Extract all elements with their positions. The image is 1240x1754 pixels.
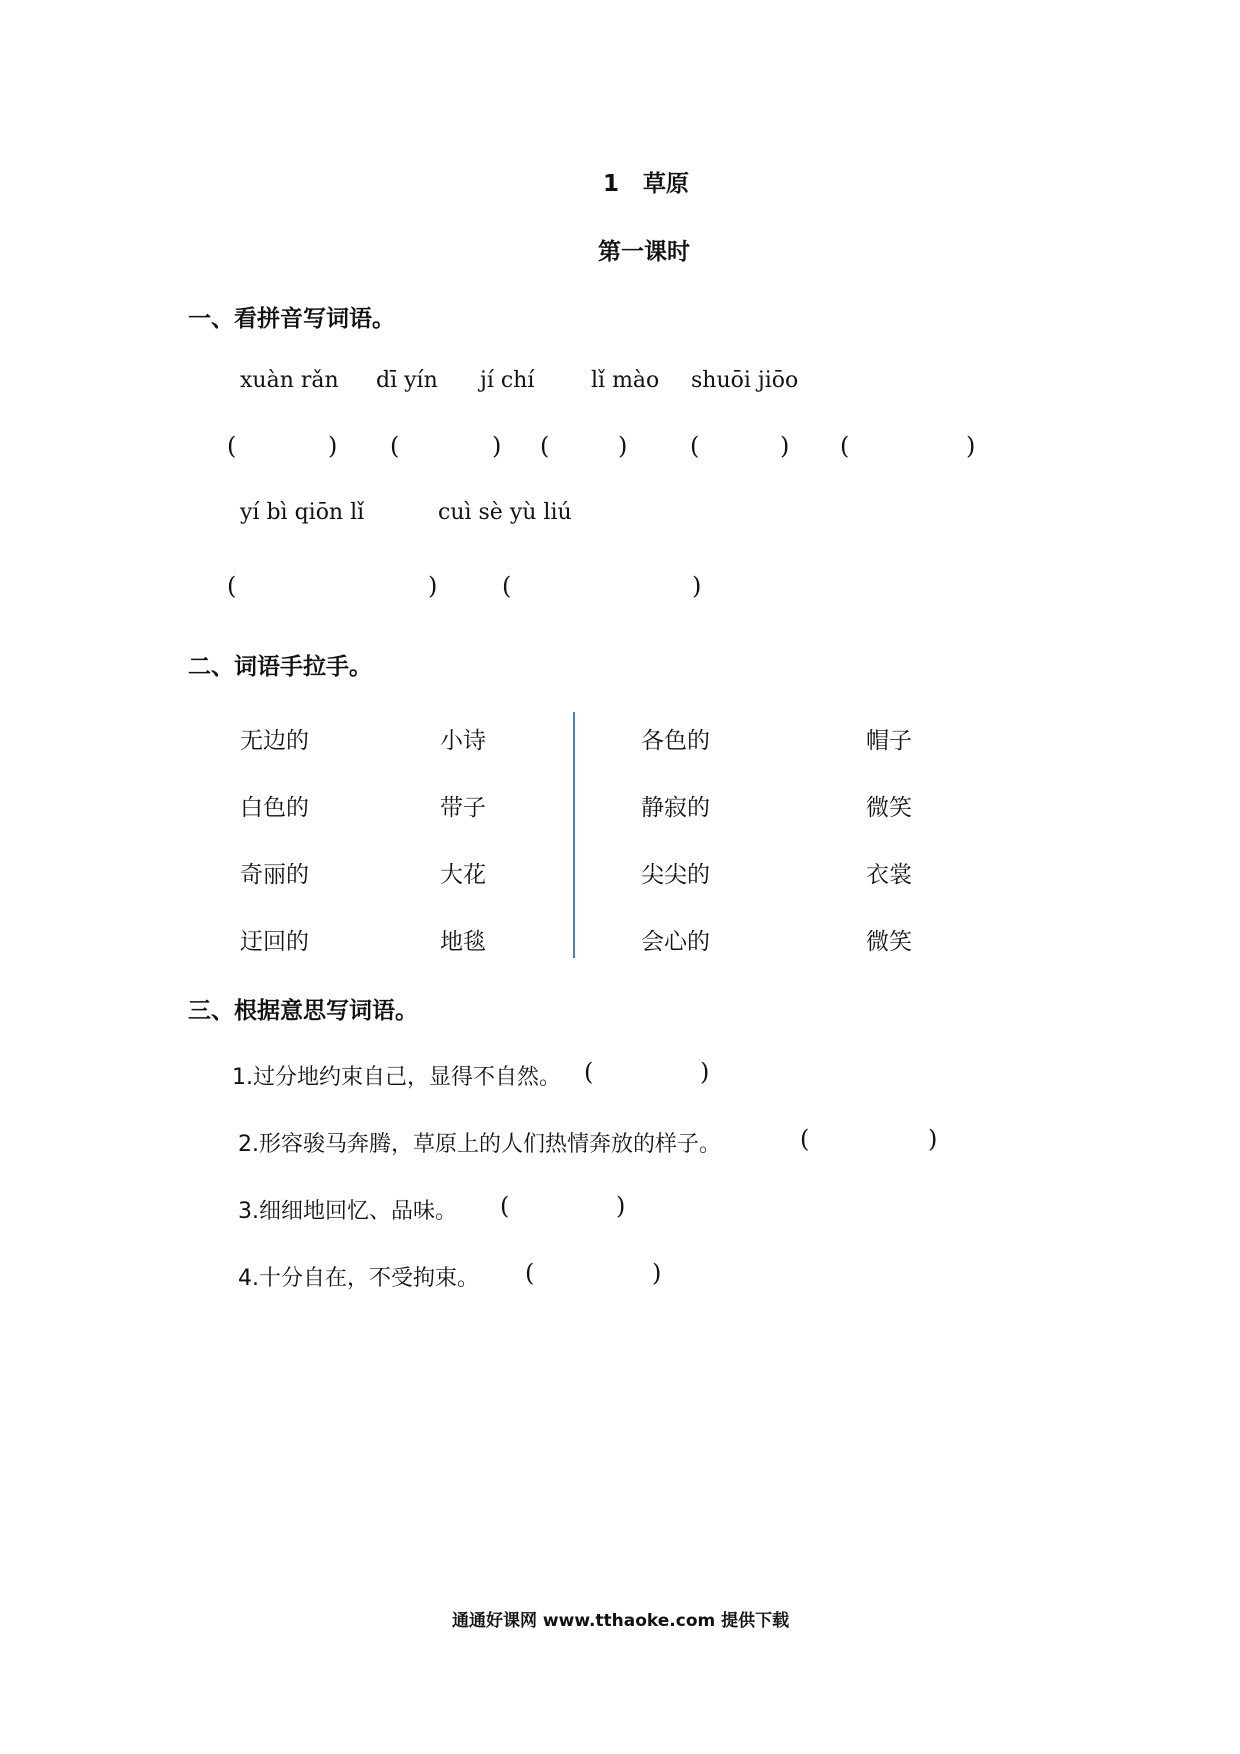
answer-paren-open: ( <box>690 432 700 460</box>
match-word-right-target: 微笑 <box>866 929 912 955</box>
pinyin-item: dī yín <box>376 368 438 393</box>
match-word-left-target: 地毯 <box>440 929 486 955</box>
definition-question: 4.十分自在，不受拘束。 <box>238 1266 479 1291</box>
match-word-left-target: 小诗 <box>440 728 486 754</box>
answer-paren-close: ) <box>618 432 628 460</box>
definition-question: 2.形容骏马奔腾，草原上的人们热情奔放的样子。 <box>238 1132 721 1157</box>
answer-paren-close: ) <box>428 572 438 600</box>
column-divider <box>573 712 575 958</box>
match-word-left: 无边的 <box>240 728 309 754</box>
match-word-left-target: 带子 <box>440 795 486 821</box>
answer-paren-open: ( <box>525 1259 535 1287</box>
match-word-right: 尖尖的 <box>641 862 710 888</box>
section3-heading: 三、根据意思写词语。 <box>188 998 418 1024</box>
answer-paren-open: ( <box>502 572 512 600</box>
answer-paren-open: ( <box>390 432 400 460</box>
answer-paren-close: ) <box>966 432 976 460</box>
answer-paren-close: ) <box>492 432 502 460</box>
match-word-left: 迂回的 <box>240 929 309 955</box>
pinyin-item: yí bì qiōn lǐ <box>240 500 365 525</box>
answer-paren-close: ) <box>700 1058 710 1086</box>
lesson-title: 1 草原 <box>603 171 690 197</box>
match-word-right: 各色的 <box>641 728 710 754</box>
match-word-right-target: 微笑 <box>866 795 912 821</box>
pinyin-item: cuì sè yù liú <box>438 500 572 525</box>
answer-paren-close: ) <box>780 432 790 460</box>
match-word-right: 静寂的 <box>641 795 710 821</box>
answer-paren-open: ( <box>840 432 850 460</box>
answer-paren-close: ) <box>692 572 702 600</box>
pinyin-item: xuàn rǎn <box>240 368 339 393</box>
answer-paren-open: ( <box>800 1125 810 1153</box>
match-word-right: 会心的 <box>641 929 710 955</box>
answer-paren-close: ) <box>328 432 338 460</box>
pinyin-item: lǐ mào <box>591 368 660 393</box>
answer-paren-open: ( <box>227 572 237 600</box>
definition-question: 1.过分地约束自己，显得不自然。 <box>232 1065 561 1090</box>
section1-heading: 一、看拼音写词语。 <box>188 306 395 332</box>
match-word-right-target: 衣裳 <box>866 862 912 888</box>
answer-paren-open: ( <box>540 432 550 460</box>
match-word-right-target: 帽子 <box>866 728 912 754</box>
answer-paren-close: ) <box>928 1125 938 1153</box>
answer-paren-open: ( <box>500 1192 510 1220</box>
answer-paren-close: ) <box>652 1259 662 1287</box>
section2-heading: 二、词语手拉手。 <box>188 654 372 680</box>
lesson-subtitle: 第一课时 <box>598 239 690 265</box>
match-word-left: 奇丽的 <box>240 862 309 888</box>
pinyin-item: jí chí <box>480 368 535 393</box>
answer-paren-close: ) <box>616 1192 626 1220</box>
footer-credit: 通通好课网 www.tthaoke.com 提供下载 <box>452 1611 790 1631</box>
answer-paren-open: ( <box>227 432 237 460</box>
pinyin-item: shuōi jiōo <box>691 368 799 393</box>
match-word-left-target: 大花 <box>440 862 486 888</box>
match-word-left: 白色的 <box>240 795 309 821</box>
definition-question: 3.细细地回忆、品味。 <box>238 1199 457 1224</box>
answer-paren-open: ( <box>584 1058 594 1086</box>
